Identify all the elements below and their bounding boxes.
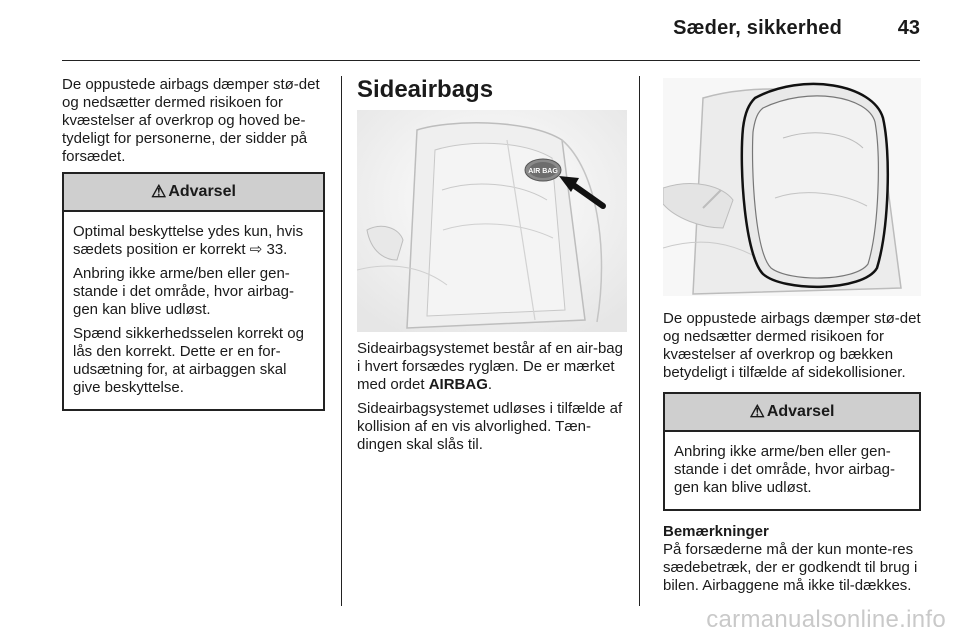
page-number: 43	[897, 17, 920, 39]
description-text: Sideairbagsystemet består af en air-bag i hvert forsædes ryglæn. De er mærket med ordet	[357, 340, 623, 393]
warning-paragraph-right: Anbring ikke arme/ben eller gen-stande i det område, hvor airbag-gen kan blive udløst.	[674, 443, 895, 496]
column-middle	[357, 76, 627, 460]
airbag-keyword: AIRBAG	[428, 376, 488, 393]
warning-title-right: Advarsel	[766, 403, 835, 420]
warning-title: Advarsel	[168, 183, 236, 200]
warning-box	[62, 172, 325, 411]
warning-triangle-icon: ⚠	[151, 182, 167, 201]
warning-text: Optimal beskyttelse ydes kun, hvis sædets position er korrekt	[73, 223, 304, 258]
header-rule	[62, 60, 920, 61]
deployed-side-airbag-illustration	[663, 78, 921, 296]
warning-paragraph: Spænd sikkerhedsselen korrekt og lås den korrekt. Dette er en for-udsætning for, at airbaggen skal give beskyttelse.	[73, 325, 304, 396]
column-right	[663, 76, 921, 601]
description-period: .	[487, 376, 493, 393]
description-paragraph	[357, 340, 627, 394]
warning-triangle-icon: ⚠	[749, 402, 765, 421]
column-divider-right	[639, 76, 640, 606]
page-header-title: Sæder, sikkerhed	[673, 17, 842, 39]
airbag-label-text: AIR BAG	[528, 168, 558, 175]
warning-header-right	[665, 394, 919, 432]
seat-airbag-label-illustration	[357, 110, 627, 332]
notice-title: Bemærkninger	[663, 523, 769, 540]
notice-text: På forsæderne må der kun monte-res sædebetræk, der er godkendt til brug i bilen. Airbaggene må ikke til-dækkes.	[663, 541, 918, 594]
warning-box-right	[663, 392, 921, 511]
notice-block	[663, 523, 921, 595]
warning-header	[64, 174, 323, 212]
warning-paragraph	[73, 223, 314, 259]
column-divider-left	[341, 76, 342, 606]
arrow-right-outline-icon: ⇨	[249, 241, 263, 258]
warning-paragraph: Anbring ikke arme/ben eller gen-stande i det område, hvor airbag-gen kan blive udløst.	[73, 265, 294, 318]
warning-body-right	[665, 432, 919, 509]
column-left	[62, 76, 325, 411]
section-title: Sideairbags	[357, 76, 494, 103]
warning-body	[64, 212, 323, 409]
page-reference-link[interactable]: 33.	[266, 241, 288, 258]
intro-paragraph: De oppustede airbags dæmper stø-det og nedsætter dermed risikoen for kvæstelser af overkrop og hoved be-tydeligt for personerne, der sidder på forsædet.	[62, 76, 320, 165]
effect-paragraph: De oppustede airbags dæmper stø-det og nedsætter dermed risikoen for kvæstelser af overkrop og bækken betydeligt i tilfælde af sidekollisioner.	[663, 310, 921, 381]
deployment-paragraph: Sideairbagsystemet udløses i tilfælde af kollision af en vis alvorlighed. Tæn-dingen skal slås til.	[357, 400, 623, 453]
watermark: carmanualsonline.info	[706, 606, 946, 633]
